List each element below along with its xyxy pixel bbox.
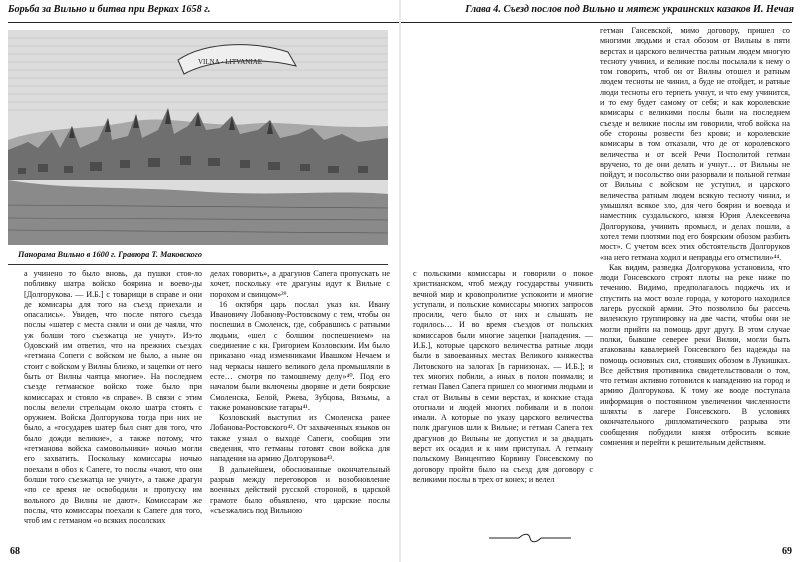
paragraph: В дальнейшем, обоснованные окончательный разрыв между переговоров и возобновление военных действий русской стороной, в царской грамоте было объявлено, что царские послы «съезжались под Вильною <box>210 464 390 515</box>
text-column-2 <box>600 26 790 545</box>
paragraph: делах говорить», а драгунов Сапега пропускать не хочет, поскольку «те драгуны идут к Вильне с порохом и свинцом»³⁹. <box>210 269 390 299</box>
page-number: 68 <box>10 546 20 557</box>
text-column-2 <box>210 269 390 545</box>
header-rule <box>401 22 792 23</box>
banner-text: VILNA · LITVANIAE <box>198 58 263 66</box>
section-end-ornament <box>489 533 571 543</box>
text-column-1 <box>413 269 593 545</box>
running-head: Глава 4. Съезд послов под Вильно и мятеж украинских казаков И. Нечая <box>465 4 794 15</box>
paragraph: 16 октября царь послал указ кн. Ивану Ивановичу Лобанову-Ростовскому с тем, чтобы он поспешил в Смоленск, где, собравшись с ратными людьми, «шел с болшим поспешением» на соединение с кн. Григорием Козловским. Им было приказано «над изменниками Ивашком Нечаем и над черкасы нашего великого дела промышляли в есте… смотря по тамошнему делу»⁴⁰. Под его началом были включены дворяне и дети боярские Смоленска, Белой, Ржева, Зубцова, Вязьмы, а также романовские татары⁴¹. <box>210 299 390 412</box>
paragraph: Как видим, разведка Долгорукова установила, что люди Гонсевского строят плоты на реке ниже по течению. Видимо, предполагалось поджечь их и спустить на мост возле города, у которого находился лагерь русской армии. Это позволило бы рассечь виленскую группировку на две части, чтобы они не могли прийти на помощь друг другу. В этом случае полки, бывшие северее реки Вилии, могли быть атакованы кавалерией Гонсевского без надежды на помощь основных сил, стоявших обозом в Лукишках. Все действия противника свидетельствовали о том, что гетман активно готовился к нападению на город и армию Долгорукова. К тому же вооде поступала информация о постоянном увеличении численности шляхты в лагере Гонсевского. В условиях окончательного дипломатического разрыва эти сообщения побудили князя отбросить всякие сомнения и перейти к решительным действиям. <box>600 262 790 447</box>
paragraph: а учинено то было вновь, да пушки стоя-ло побливку шатра войско боярина и воево-ды [Долгорукова. — И.Б.] с товарищи в справе и они де комисары для того на съезд приехали и опасались». Увидев, что после пятого съезда послы «шатер с места сняли и они де чаяли, что уж болши того съезжатца не учнут». Из-то Одовский им ответил, что на прежних съездах «гетмана Сопеги с войском не было, а ныне он стоит с войском у Вилны близко, и зацепки от него быть от Вилны чаятца многие». На последнем съезде гетманское войско тоже было при комиссарах и стояло «в справе». В связи с этим послы велели стрельцам около шатра стоять с оружием. Войска Долгорукова тогда при них не было, а «государев шатер был снят для того, что было дожди великие», а также потому, что «гетманова войска самовольники» ночью могли его захватить. Поскольку комиссары ночью поехали в обоз к Сапеге, то послы «чают, что они болши того съезжатца не учнут», а также драгун «по се время не освободили и пропуску им вольного до Вилны не дают». Комиссарам же послы, что комиссары поехали к Сапеге для того, чтоб им с гетманом «о всяких посолских <box>24 269 202 526</box>
paragraph: гетман Гансевской, мимо договору, пришел со многими людьми и стал обозом от Вильны в пяти верстах и царского величества ратным людем многую тесноту учинил, и великие послы посылали к нему о том говорить, чтоб он от Вилны отошел и ратным людем тесноты не чинил, а буде не отойдет, и ратные люди тесноты его терпеть учнут, и что ему учинится, и то ему будет самому от себя; и как королевские комисары с великими послы были на последнем съезде и великие послы им говорили, чтоб войска на обе стороны розвести без крови; и королевские комисары в том отказали, что де от королевского величества и от всей Речи Посполитой гетман вручено, то де они делать и учнут… от Вильны не пойдут, и посольство они разорвали и польной гетман от Вильны с войском не уступил, и царского величества ратным людем всякую тесноту чинил, и умышлял всякое зло, для чего боярин и воевода и наместник суздальского, князя Юрия Алексеевича Долгорукова, учинить промысл, и делах пошли, а хотел теми плотями под его боярским обозом разбить мост». С учетом всех этих обстоятельств Долгоруков «на него гетмана ходил и неправды его отмстили»⁴⁴. <box>600 26 790 262</box>
vilnius-panorama-engraving <box>8 30 388 245</box>
header-rule <box>8 22 399 23</box>
engraving-figure <box>8 30 388 245</box>
figure-caption: Панорама Вильно в 1600 г. Гравюра Т. Маковского <box>18 250 203 259</box>
left-page <box>0 0 399 562</box>
running-head: Борьба за Вильно и битва при Верках 1658 г. <box>8 4 211 15</box>
page-number: 69 <box>782 546 792 557</box>
paragraph: Козловский выступил из Смоленска ранее Лобанова-Ростовского⁴². От захваченных языков он также узнал о выходе Сапеги, сообщив эти сведения, что гетманы готовят свои войска для нападения на армию Долгорукова⁴³. <box>210 413 390 464</box>
caption-rule <box>8 264 388 265</box>
right-page <box>401 0 800 562</box>
text-column-1 <box>24 269 202 545</box>
paragraph: с польскими комиссары и говорили о покое христианском, чтоб между государствы учинить вечной мир и кровопролитие успокоити и многие уступали, и польские комиссары многих запросов просили, чего было от них и слышать не годилось… И во время съездов от польских комиссаров были многие зацепки [нападения. — И.Б.], которые царского величества ратные люди были в завоеванных местах Великого княжества Литовского на залогах [в гарнизонах. — И.Б.]; и тех многих побили, а иных в полон поимали; и гетман Павел Сапега пришел со многими людьми и стал от Вильны в семи верстах, и конские стада отогнали и людей многих побивали и в полон имали. А которые по указу царского величества полк драгунов шли к Вильне; и гетман Сапега тех драгунов до Вильны не допустил и за двадцать верст их осадил и к ним приступал. А гетману польскому Винцентию Корвину Гонсевскому по договору пройти было на съезд для договору с великими послы в трех от конех; и велел <box>413 269 593 484</box>
